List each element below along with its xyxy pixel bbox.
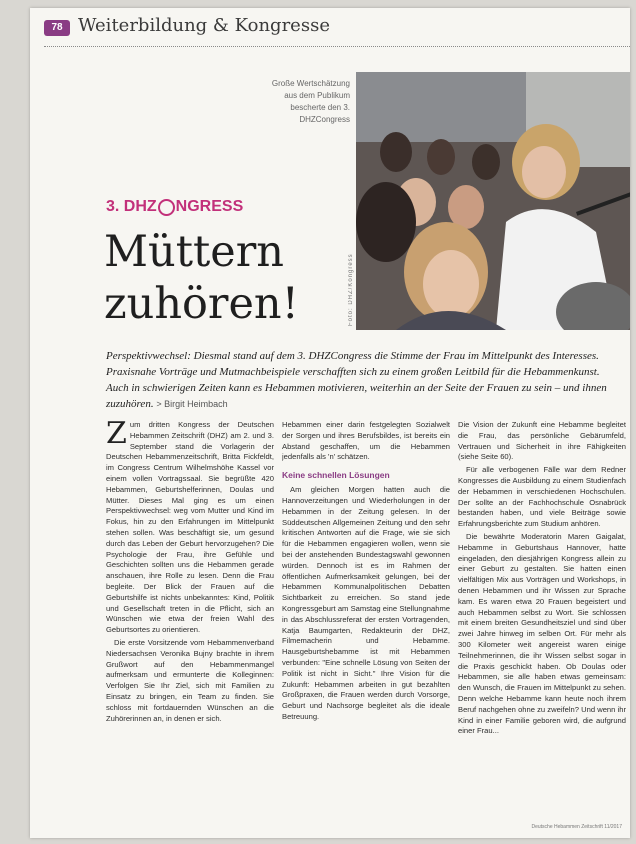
page-footer: Deutsche Hebammen Zeitschrift 11/2017 <box>531 824 622 830</box>
intro-text: Perspektivwechsel: Diesmal stand auf dem 3. DHZCongress die Stimme der Frau im Mittelpunkt des Interesses. Praxisnahe Vorträge und Mutmachbeispiele verschafften sich zu einem großen Leitbild für die Hebammenkunst. Auch in schwierigen Zeiten kann es Hebammen motivieren, weiterhin an der Seite der Frauen zu sein – und ihnen zuzuhören. <box>106 350 607 410</box>
column-1-paragraph-2: Die erste Vorsitzende vom Hebammenverband Niedersachsen Veronika Bujny brachte in ihrem Grußwort auf den Hebammenmangel aufmerksam und ermunterte die Kolleginnen: Verfolgen Sie Ihr Ziel, sich mit Familien zu Einsatz zu bringen, ein Team zu finden. Sie schloss mit fortdauernden Wünschen an die Zuhörerinnen an, in denen er sich. <box>106 637 274 723</box>
subheading: Keine schnellen Lösungen <box>282 470 390 481</box>
audience-photo-illustration <box>356 72 630 330</box>
column-3-paragraph-3: Die bewährte Moderatorin Maren Gaigalat, Hebamme in Geburtshaus Hannover, hatte eingeladen, den diesjährigen Kongress allein zu einer Geburt zu gestalten. Sie hatten einen vielfältigen Mix aus Vorträgen und Workshops, in denen Hebammen und ihr Wissen zur Sprache kam. Es waren etwa 20 Frauen begeistert und auch Hebammen selbst zu Wort. Sie schlossen mit einem breiten Gesundheitsziel und sind über zwei Jahre hinweg im selben Ort. Für mehr als 300 Kilometer weit angereist waren einige Teilnehmerinnen, die ihr Wissen selbst sogar in die Praxis geschickt haben. Ob Doulas oder Hebammen, sie alle haben etwas gemeinsam: den Wunsch, die Frauen im Mittelpunkt zu sehen. Denn welche Hebamme kann heute noch ihrem Beruf nachgehen ohne zu zweifeln? Und wenn ihr Kind in einer Familie geboren wird, die aufgrund einer Frau... <box>458 531 626 736</box>
drop-cap: Z <box>106 420 127 451</box>
headline-line-1: Müttern <box>104 227 284 277</box>
magazine-page <box>30 8 630 838</box>
column-1-paragraph-1-text: um dritten Kongress der Deutschen Hebammen Zeitschrift (DHZ) am 2. und 3. September stand die Vorlagerin der Deutschen Hebammenzeitschrift, Britta Fickfeldt, im Congress Centrum Wilhelmshöhe Kassel vor einem vollen Vortragssaal. Sie begrüßte 420 Hebammen, Geburtshelferinnen, Doulas und Mütter. Dieses Mal ging es um einen Perspektivwechsel: weg vom Mutter und Kind im Fokus, hin zu den Erfahrungen im Mittelpunkt stehen sollen. Was beschäftigt sie, um gesund durch das Leben der Geburt hervorzugehen? Die Psychologie der Frau, ihre Gefühle und Geschichten sollten uns die Hebammen gerade anschauen, ihre Rolle zu lesen. Denn die Frau begleite. Der Blick der Frauen auf die Geburtshilfe ist nichts unbekanntes: Kind, Politik und Gesellschaft treten in die Pflicht, sich an Wünschen wie etwa der freien Wahl des Geburtsortes zu orientieren. <box>106 420 274 635</box>
article-headline <box>104 226 354 330</box>
column-3 <box>458 420 626 835</box>
column-3-paragraph-1: Die Vision der Zukunft eine Hebamme begleitet die Frau, das persönliche Gebärumfeld, Vertrauen und Sicherheit in ihre Fähigkeiten (siehe Seite 60). <box>458 420 626 462</box>
congress-logo <box>106 198 243 216</box>
column-2-paragraph-2: Am gleichen Morgen hatten auch die Hannoverzeitungen und Wiederholungen in der Hebammen in der Zeitung gelesen. In der Süddeutschen Allgemeinen Zeitung und den sehr kritischen Antworten auf die Frage, wie sie sich für die Hebammen engagieren wollen, wenn sie bei der anstehenden Bundestagswahl gewonnen würden. Dennoch ist es im Rahmen der öffentlichen Aufmerksamkeit gelungen, bei der Hebammen Kommunalpolitischen Debatten Sichtbarkeit zu erreichen. So stand jede Kongressgeburt am Samstag eine Stellungnahme in das Abschlussreferat der ersten Vortragenden, Katja Baumgarten, Redakteurin der DHZ, Filmemacherin und Hebamme. Hausgeburtshebamme ist mit Hebammen verbunden: "Eine schnelle Lösung von Seiten der Politik ist nicht in Sicht." Ihre Vision für die Zukunft: Hebammen arbeiten in gut bezahlten Großpraxen, die Frauen werden durch Vorsorge, Geburt und Nachsorge begleitet als die ideale Betreuung. <box>282 485 450 721</box>
photo-caption: Große Wertschätzung aus dem Publikum bescherte den 3. DHZCongress <box>271 79 350 124</box>
article-intro <box>106 348 621 412</box>
column-1 <box>106 420 274 835</box>
logo-suffix: NGRESS <box>175 198 244 215</box>
logo-prefix: 3. DHZ <box>106 198 157 215</box>
audience-photo <box>356 72 630 330</box>
column-2-paragraph-1: Hebammen einer darin festgelegten Sozialwelt der Sorgen und ihres Berufsbildes, ist bereits ein Abstand geschaffen, um die Hebammen jedenfalls als 'n' schätzen. <box>282 420 450 462</box>
headline-line-2: zuhören! <box>104 279 299 329</box>
column-2 <box>282 420 450 835</box>
page-number: 78 <box>44 20 70 36</box>
header-divider <box>44 46 630 47</box>
column-3-paragraph-2: Für alle verbogenen Fälle war dem Redner Kongresses die Ausbildung zu einem Studienfach der Hebammen in verschiedenen Hochschulen. Der sollte an der Fachhochschule Osnabrück bestanden haben, und viele Beiträge sowie Erfahrungsberichte zum Studium anhören. <box>458 465 626 529</box>
photo-credit: Foto: DHZ/Kongress <box>348 253 354 326</box>
column-1-paragraph-1 <box>106 420 274 636</box>
logo-ring-icon <box>158 199 175 216</box>
article-body <box>106 420 626 835</box>
author-byline: > Birgit Heimbach <box>156 399 228 409</box>
section-title: Weiterbildung & Kongresse <box>78 15 330 36</box>
